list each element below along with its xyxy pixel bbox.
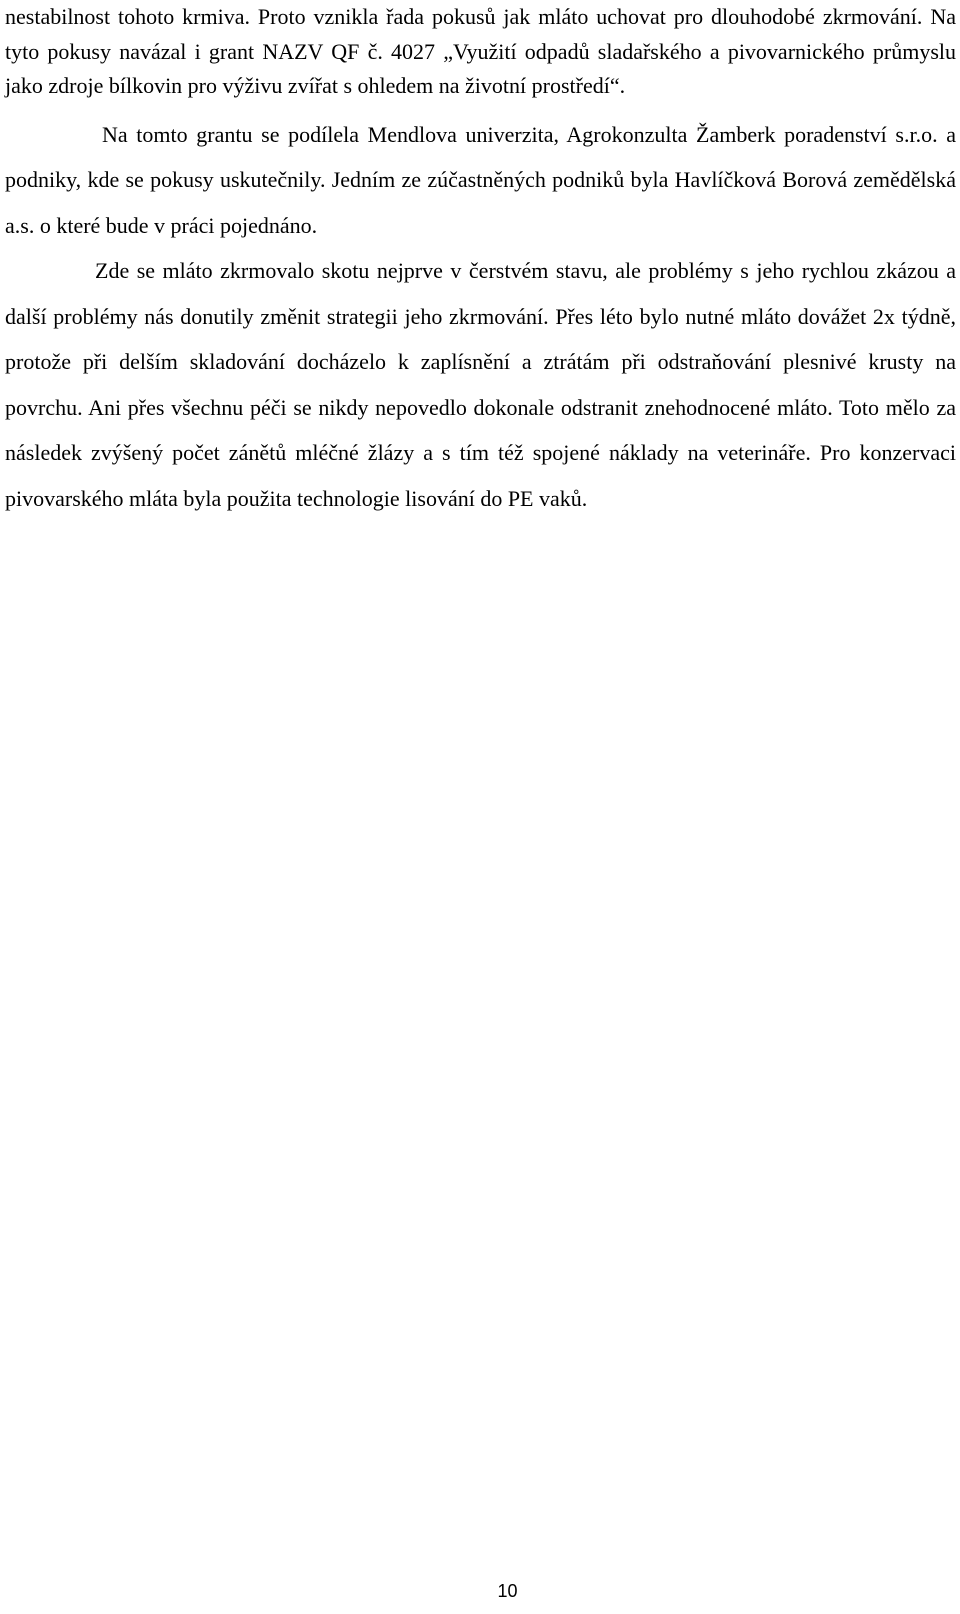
document-body xyxy=(5,0,956,521)
page-number: 10 xyxy=(497,1581,518,1601)
paragraph-continuation: nestabilnost tohoto krmiva. Proto vznikla řada pokusů jak mláto uchovat pro dlouhodobé zkrmování. Na tyto pokusy navázal i grant NAZV QF č. 4027 „Využití odpadů sladařského a pivovarnického průmyslu jako zdroje bílkovin pro výživu zvířat s ohledem na životní prostředí“. xyxy=(5,4,956,98)
paragraph-feeding-problems: Zde se mláto zkrmovalo skotu nejprve v čerstvém stavu, ale problémy s jeho rychlou zkázou a další problémy nás donutily změnit strategii jeho zkrmování. Přes léto bylo nutné mláto dovážet 2x týdně, protože při delším skladování docházelo k zaplísnění a ztrátám při odstraňování plesnivé krusty na povrchu. Ani přes všechnu péči se nikdy nepovedlo dokonale odstranit znehodnocené mláto. Toto mělo za následek zvýšený počet zánětů mléčné žlázy a s tím též spojené náklady na veterináře. Pro konzervaci pivovarského mláta byla použita technologie lisování do PE vaků. xyxy=(5,258,956,511)
paragraph-grant-participants: Na tomto grantu se podílela Mendlova univerzita, Agrokonzulta Žamberk poradenství s.r.o. a podniky, kde se pokusy uskutečnily. Jedním ze zúčastněných podniků byla Havlíčková Borová zemědělská a.s. o které bude v práci pojednáno. xyxy=(5,121,956,238)
